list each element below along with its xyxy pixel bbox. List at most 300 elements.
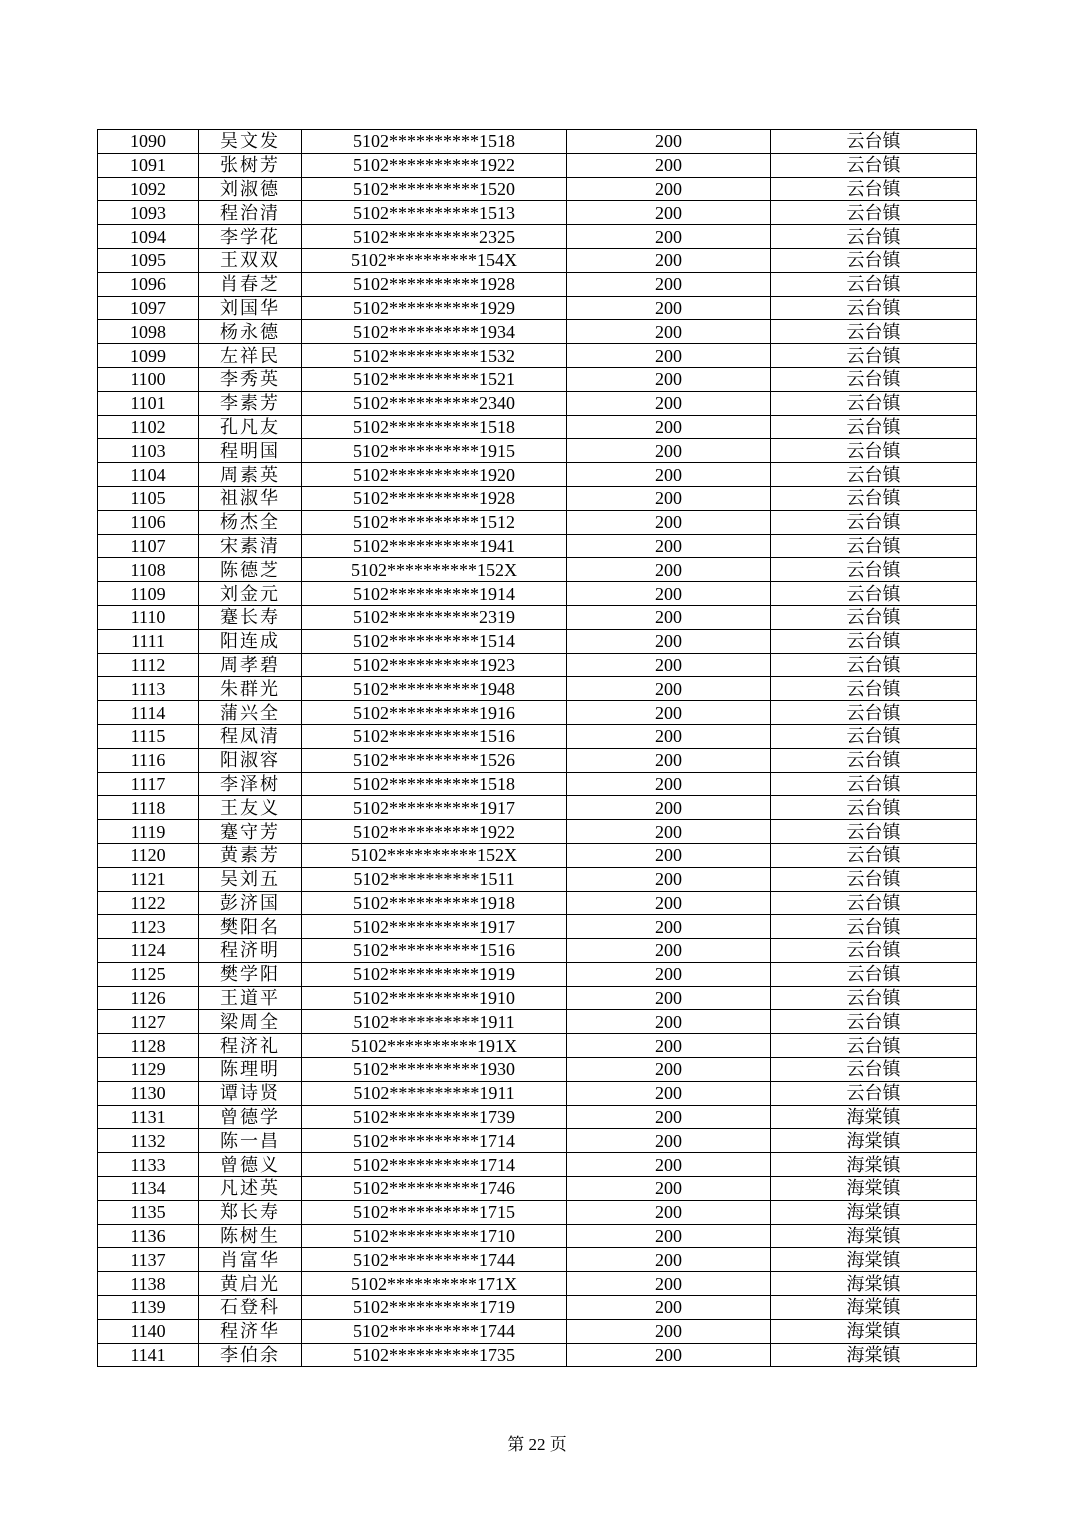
id-number-cell: 5102**********1934 — [302, 320, 567, 344]
name-cell: 曾德义 — [199, 1153, 302, 1177]
amount-cell: 200 — [567, 724, 771, 748]
town-cell: 云台镇 — [771, 344, 977, 368]
seq-number-cell: 1131 — [98, 1105, 199, 1129]
town-cell: 云台镇 — [771, 272, 977, 296]
seq-number-cell: 1098 — [98, 320, 199, 344]
table-row — [98, 225, 977, 249]
town-cell: 云台镇 — [771, 629, 977, 653]
seq-number-cell: 1122 — [98, 891, 199, 915]
name-cell: 王双双 — [199, 248, 302, 272]
table-row — [98, 748, 977, 772]
name-cell: 凡述英 — [199, 1177, 302, 1201]
id-number-cell: 5102**********1518 — [302, 130, 567, 154]
name-cell: 蒲兴全 — [199, 701, 302, 725]
table-row — [98, 772, 977, 796]
seq-number-cell: 1119 — [98, 820, 199, 844]
id-number-cell: 5102**********1916 — [302, 701, 567, 725]
table-row — [98, 891, 977, 915]
town-cell: 云台镇 — [771, 701, 977, 725]
town-cell: 海棠镇 — [771, 1319, 977, 1343]
town-cell: 海棠镇 — [771, 1248, 977, 1272]
town-cell: 云台镇 — [771, 605, 977, 629]
amount-cell: 200 — [567, 962, 771, 986]
amount-cell: 200 — [567, 1129, 771, 1153]
id-number-cell: 5102**********1922 — [302, 820, 567, 844]
id-number-cell: 5102**********2325 — [302, 225, 567, 249]
table-row — [98, 796, 977, 820]
town-cell: 海棠镇 — [771, 1177, 977, 1201]
id-number-cell: 5102**********1518 — [302, 772, 567, 796]
table-row — [98, 558, 977, 582]
id-number-cell: 5102**********1917 — [302, 796, 567, 820]
amount-cell: 200 — [567, 510, 771, 534]
name-cell: 曾德学 — [199, 1105, 302, 1129]
seq-number-cell: 1112 — [98, 653, 199, 677]
amount-cell: 200 — [567, 296, 771, 320]
amount-cell: 200 — [567, 1177, 771, 1201]
seq-number-cell: 1115 — [98, 724, 199, 748]
seq-number-cell: 1141 — [98, 1343, 199, 1367]
amount-cell: 200 — [567, 1010, 771, 1034]
id-number-cell: 5102**********2340 — [302, 391, 567, 415]
amount-cell: 200 — [567, 153, 771, 177]
name-cell: 朱群光 — [199, 677, 302, 701]
seq-number-cell: 1120 — [98, 843, 199, 867]
seq-number-cell: 1103 — [98, 439, 199, 463]
table-row — [98, 130, 977, 154]
town-cell: 海棠镇 — [771, 1296, 977, 1320]
name-cell: 李伯余 — [199, 1343, 302, 1367]
town-cell: 云台镇 — [771, 177, 977, 201]
amount-cell: 200 — [567, 1153, 771, 1177]
amount-cell: 200 — [567, 701, 771, 725]
id-number-cell: 5102**********1710 — [302, 1224, 567, 1248]
seq-number-cell: 1093 — [98, 201, 199, 225]
amount-cell: 200 — [567, 939, 771, 963]
seq-number-cell: 1132 — [98, 1129, 199, 1153]
town-cell: 云台镇 — [771, 534, 977, 558]
amount-cell: 200 — [567, 201, 771, 225]
amount-cell: 200 — [567, 653, 771, 677]
name-cell: 陈树生 — [199, 1224, 302, 1248]
town-cell: 云台镇 — [771, 1034, 977, 1058]
town-cell: 云台镇 — [771, 130, 977, 154]
table-row — [98, 915, 977, 939]
town-cell: 云台镇 — [771, 510, 977, 534]
table-row — [98, 582, 977, 606]
amount-cell: 200 — [567, 605, 771, 629]
amount-cell: 200 — [567, 772, 771, 796]
amount-cell: 200 — [567, 915, 771, 939]
name-cell: 程济华 — [199, 1319, 302, 1343]
town-cell: 云台镇 — [771, 653, 977, 677]
amount-cell: 200 — [567, 415, 771, 439]
seq-number-cell: 1134 — [98, 1177, 199, 1201]
name-cell: 程济明 — [199, 939, 302, 963]
id-number-cell: 5102**********1512 — [302, 510, 567, 534]
seq-number-cell: 1102 — [98, 415, 199, 439]
seq-number-cell: 1140 — [98, 1319, 199, 1343]
seq-number-cell: 1095 — [98, 248, 199, 272]
id-number-cell: 5102**********1511 — [302, 867, 567, 891]
seq-number-cell: 1091 — [98, 153, 199, 177]
amount-cell: 200 — [567, 248, 771, 272]
id-number-cell: 5102**********1532 — [302, 344, 567, 368]
table-row — [98, 415, 977, 439]
seq-number-cell: 1124 — [98, 939, 199, 963]
seq-number-cell: 1136 — [98, 1224, 199, 1248]
town-cell: 云台镇 — [771, 201, 977, 225]
amount-cell: 200 — [567, 1081, 771, 1105]
amount-cell: 200 — [567, 1200, 771, 1224]
id-number-cell: 5102**********1918 — [302, 891, 567, 915]
town-cell: 云台镇 — [771, 867, 977, 891]
id-number-cell: 5102**********1514 — [302, 629, 567, 653]
id-number-cell: 5102**********1948 — [302, 677, 567, 701]
name-cell: 刘国华 — [199, 296, 302, 320]
table-row — [98, 344, 977, 368]
town-cell: 云台镇 — [771, 724, 977, 748]
id-number-cell: 5102**********1719 — [302, 1296, 567, 1320]
id-number-cell: 5102**********1714 — [302, 1153, 567, 1177]
id-number-cell: 5102**********1746 — [302, 1177, 567, 1201]
table-row — [98, 1081, 977, 1105]
name-cell: 陈理明 — [199, 1058, 302, 1082]
town-cell: 海棠镇 — [771, 1272, 977, 1296]
name-cell: 谭诗贤 — [199, 1081, 302, 1105]
name-cell: 梁周全 — [199, 1010, 302, 1034]
id-number-cell: 5102**********1714 — [302, 1129, 567, 1153]
name-cell: 王道平 — [199, 986, 302, 1010]
seq-number-cell: 1104 — [98, 463, 199, 487]
name-cell: 杨永德 — [199, 320, 302, 344]
table-row — [98, 1177, 977, 1201]
amount-cell: 200 — [567, 867, 771, 891]
table-row — [98, 272, 977, 296]
seq-number-cell: 1108 — [98, 558, 199, 582]
town-cell: 云台镇 — [771, 439, 977, 463]
amount-cell: 200 — [567, 391, 771, 415]
table-row — [98, 510, 977, 534]
seq-number-cell: 1107 — [98, 534, 199, 558]
seq-number-cell: 1111 — [98, 629, 199, 653]
page-number: 第 22 页 — [507, 1435, 567, 1454]
id-number-cell: 5102**********1910 — [302, 986, 567, 1010]
table-row — [98, 724, 977, 748]
id-number-cell: 5102**********191X — [302, 1034, 567, 1058]
id-number-cell: 5102**********1929 — [302, 296, 567, 320]
seq-number-cell: 1137 — [98, 1248, 199, 1272]
amount-cell: 200 — [567, 986, 771, 1010]
table-row — [98, 1319, 977, 1343]
town-cell: 海棠镇 — [771, 1200, 977, 1224]
town-cell: 云台镇 — [771, 558, 977, 582]
name-cell: 宋素清 — [199, 534, 302, 558]
seq-number-cell: 1128 — [98, 1034, 199, 1058]
seq-number-cell: 1096 — [98, 272, 199, 296]
id-number-cell: 5102**********1930 — [302, 1058, 567, 1082]
name-cell: 樊阳名 — [199, 915, 302, 939]
name-cell: 李秀英 — [199, 367, 302, 391]
town-cell: 云台镇 — [771, 939, 977, 963]
id-number-cell: 5102**********1513 — [302, 201, 567, 225]
id-number-cell: 5102**********1735 — [302, 1343, 567, 1367]
amount-cell: 200 — [567, 1248, 771, 1272]
name-cell: 阳淑容 — [199, 748, 302, 772]
name-cell: 祖淑华 — [199, 486, 302, 510]
table-row — [98, 653, 977, 677]
town-cell: 云台镇 — [771, 1010, 977, 1034]
name-cell: 蹇长寿 — [199, 605, 302, 629]
name-cell: 阳连成 — [199, 629, 302, 653]
name-cell: 李泽树 — [199, 772, 302, 796]
table-row — [98, 439, 977, 463]
table-row — [98, 1296, 977, 1320]
table-row — [98, 1272, 977, 1296]
id-number-cell: 5102**********1516 — [302, 724, 567, 748]
town-cell: 云台镇 — [771, 772, 977, 796]
name-cell: 周素英 — [199, 463, 302, 487]
id-number-cell: 5102**********1516 — [302, 939, 567, 963]
id-number-cell: 5102**********1521 — [302, 367, 567, 391]
table-row — [98, 1034, 977, 1058]
amount-cell: 200 — [567, 1296, 771, 1320]
seq-number-cell: 1133 — [98, 1153, 199, 1177]
name-cell: 吴刘五 — [199, 867, 302, 891]
town-cell: 云台镇 — [771, 915, 977, 939]
amount-cell: 200 — [567, 891, 771, 915]
seq-number-cell: 1101 — [98, 391, 199, 415]
amount-cell: 200 — [567, 225, 771, 249]
amount-cell: 200 — [567, 820, 771, 844]
seq-number-cell: 1094 — [98, 225, 199, 249]
seq-number-cell: 1110 — [98, 605, 199, 629]
table-row — [98, 486, 977, 510]
id-number-cell: 5102**********1941 — [302, 534, 567, 558]
id-number-cell: 5102**********1911 — [302, 1081, 567, 1105]
id-number-cell: 5102**********1922 — [302, 153, 567, 177]
table-row — [98, 391, 977, 415]
table-row — [98, 177, 977, 201]
name-cell: 周孝碧 — [199, 653, 302, 677]
amount-cell: 200 — [567, 558, 771, 582]
amount-cell: 200 — [567, 1105, 771, 1129]
town-cell: 海棠镇 — [771, 1129, 977, 1153]
amount-cell: 200 — [567, 677, 771, 701]
table-row — [98, 867, 977, 891]
amount-cell: 200 — [567, 367, 771, 391]
amount-cell: 200 — [567, 748, 771, 772]
name-cell: 张树芳 — [199, 153, 302, 177]
town-cell: 云台镇 — [771, 891, 977, 915]
seq-number-cell: 1100 — [98, 367, 199, 391]
town-cell: 海棠镇 — [771, 1153, 977, 1177]
table-row — [98, 1248, 977, 1272]
amount-cell: 200 — [567, 796, 771, 820]
town-cell: 云台镇 — [771, 796, 977, 820]
records-table-body — [98, 130, 977, 1367]
town-cell: 海棠镇 — [771, 1343, 977, 1367]
seq-number-cell: 1129 — [98, 1058, 199, 1082]
amount-cell: 200 — [567, 629, 771, 653]
seq-number-cell: 1092 — [98, 177, 199, 201]
amount-cell: 200 — [567, 463, 771, 487]
seq-number-cell: 1106 — [98, 510, 199, 534]
town-cell: 云台镇 — [771, 582, 977, 606]
name-cell: 程明国 — [199, 439, 302, 463]
name-cell: 郑长寿 — [199, 1200, 302, 1224]
town-cell: 海棠镇 — [771, 1224, 977, 1248]
table-row — [98, 534, 977, 558]
table-row — [98, 463, 977, 487]
amount-cell: 200 — [567, 177, 771, 201]
amount-cell: 200 — [567, 582, 771, 606]
name-cell: 程治清 — [199, 201, 302, 225]
id-number-cell: 5102**********152X — [302, 843, 567, 867]
id-number-cell: 5102**********1744 — [302, 1248, 567, 1272]
town-cell: 云台镇 — [771, 677, 977, 701]
id-number-cell: 5102**********2319 — [302, 605, 567, 629]
table-row — [98, 296, 977, 320]
town-cell: 云台镇 — [771, 820, 977, 844]
table-row — [98, 1153, 977, 1177]
id-number-cell: 5102**********154X — [302, 248, 567, 272]
town-cell: 云台镇 — [771, 986, 977, 1010]
amount-cell: 200 — [567, 439, 771, 463]
id-number-cell: 5102**********1914 — [302, 582, 567, 606]
town-cell: 云台镇 — [771, 320, 977, 344]
seq-number-cell: 1116 — [98, 748, 199, 772]
name-cell: 彭济国 — [199, 891, 302, 915]
id-number-cell: 5102**********1928 — [302, 272, 567, 296]
seq-number-cell: 1109 — [98, 582, 199, 606]
name-cell: 刘金元 — [199, 582, 302, 606]
name-cell: 王友义 — [199, 796, 302, 820]
name-cell: 李素芳 — [199, 391, 302, 415]
town-cell: 云台镇 — [771, 843, 977, 867]
table-row — [98, 843, 977, 867]
town-cell: 云台镇 — [771, 1081, 977, 1105]
amount-cell: 200 — [567, 486, 771, 510]
seq-number-cell: 1113 — [98, 677, 199, 701]
name-cell: 杨杰全 — [199, 510, 302, 534]
seq-number-cell: 1117 — [98, 772, 199, 796]
town-cell: 云台镇 — [771, 296, 977, 320]
town-cell: 云台镇 — [771, 153, 977, 177]
seq-number-cell: 1138 — [98, 1272, 199, 1296]
amount-cell: 200 — [567, 1319, 771, 1343]
amount-cell: 200 — [567, 1058, 771, 1082]
seq-number-cell: 1090 — [98, 130, 199, 154]
town-cell: 云台镇 — [771, 486, 977, 510]
table-row — [98, 201, 977, 225]
name-cell: 程凤清 — [199, 724, 302, 748]
table-row — [98, 1010, 977, 1034]
town-cell: 云台镇 — [771, 748, 977, 772]
id-number-cell: 5102**********1923 — [302, 653, 567, 677]
table-row — [98, 248, 977, 272]
seq-number-cell: 1114 — [98, 701, 199, 725]
id-number-cell: 5102**********1915 — [302, 439, 567, 463]
seq-number-cell: 1123 — [98, 915, 199, 939]
seq-number-cell: 1099 — [98, 344, 199, 368]
amount-cell: 200 — [567, 1343, 771, 1367]
town-cell: 云台镇 — [771, 248, 977, 272]
seq-number-cell: 1126 — [98, 986, 199, 1010]
town-cell: 云台镇 — [771, 463, 977, 487]
table-row — [98, 153, 977, 177]
name-cell: 蹇守芳 — [199, 820, 302, 844]
id-number-cell: 5102**********1518 — [302, 415, 567, 439]
id-number-cell: 5102**********171X — [302, 1272, 567, 1296]
name-cell: 程济礼 — [199, 1034, 302, 1058]
table-row — [98, 605, 977, 629]
table-row — [98, 1224, 977, 1248]
table-row — [98, 320, 977, 344]
amount-cell: 200 — [567, 1272, 771, 1296]
table-row — [98, 1200, 977, 1224]
seq-number-cell: 1097 — [98, 296, 199, 320]
id-number-cell: 5102**********152X — [302, 558, 567, 582]
table-row — [98, 677, 977, 701]
amount-cell: 200 — [567, 272, 771, 296]
town-cell: 云台镇 — [771, 391, 977, 415]
id-number-cell: 5102**********1715 — [302, 1200, 567, 1224]
id-number-cell: 5102**********1520 — [302, 177, 567, 201]
seq-number-cell: 1105 — [98, 486, 199, 510]
seq-number-cell: 1121 — [98, 867, 199, 891]
name-cell: 肖富华 — [199, 1248, 302, 1272]
name-cell: 陈一昌 — [199, 1129, 302, 1153]
name-cell: 李学花 — [199, 225, 302, 249]
name-cell: 孔凡友 — [199, 415, 302, 439]
name-cell: 左祥民 — [199, 344, 302, 368]
id-number-cell: 5102**********1911 — [302, 1010, 567, 1034]
amount-cell: 200 — [567, 843, 771, 867]
table-row — [98, 962, 977, 986]
records-table — [97, 129, 977, 1367]
name-cell: 肖春芝 — [199, 272, 302, 296]
seq-number-cell: 1125 — [98, 962, 199, 986]
table-row — [98, 1058, 977, 1082]
table-row — [98, 820, 977, 844]
seq-number-cell: 1118 — [98, 796, 199, 820]
name-cell: 樊学阳 — [199, 962, 302, 986]
seq-number-cell: 1135 — [98, 1200, 199, 1224]
seq-number-cell: 1127 — [98, 1010, 199, 1034]
table-row — [98, 367, 977, 391]
id-number-cell: 5102**********1739 — [302, 1105, 567, 1129]
name-cell: 石登科 — [199, 1296, 302, 1320]
town-cell: 云台镇 — [771, 1058, 977, 1082]
table-row — [98, 1343, 977, 1367]
table-row — [98, 1129, 977, 1153]
town-cell: 云台镇 — [771, 225, 977, 249]
name-cell: 刘淑德 — [199, 177, 302, 201]
table-row — [98, 939, 977, 963]
id-number-cell: 5102**********1928 — [302, 486, 567, 510]
name-cell: 吴文发 — [199, 130, 302, 154]
id-number-cell: 5102**********1919 — [302, 962, 567, 986]
table-row — [98, 1105, 977, 1129]
table-row — [98, 629, 977, 653]
name-cell: 陈德芝 — [199, 558, 302, 582]
table-row — [98, 701, 977, 725]
amount-cell: 200 — [567, 320, 771, 344]
id-number-cell: 5102**********1917 — [302, 915, 567, 939]
amount-cell: 200 — [567, 534, 771, 558]
seq-number-cell: 1130 — [98, 1081, 199, 1105]
